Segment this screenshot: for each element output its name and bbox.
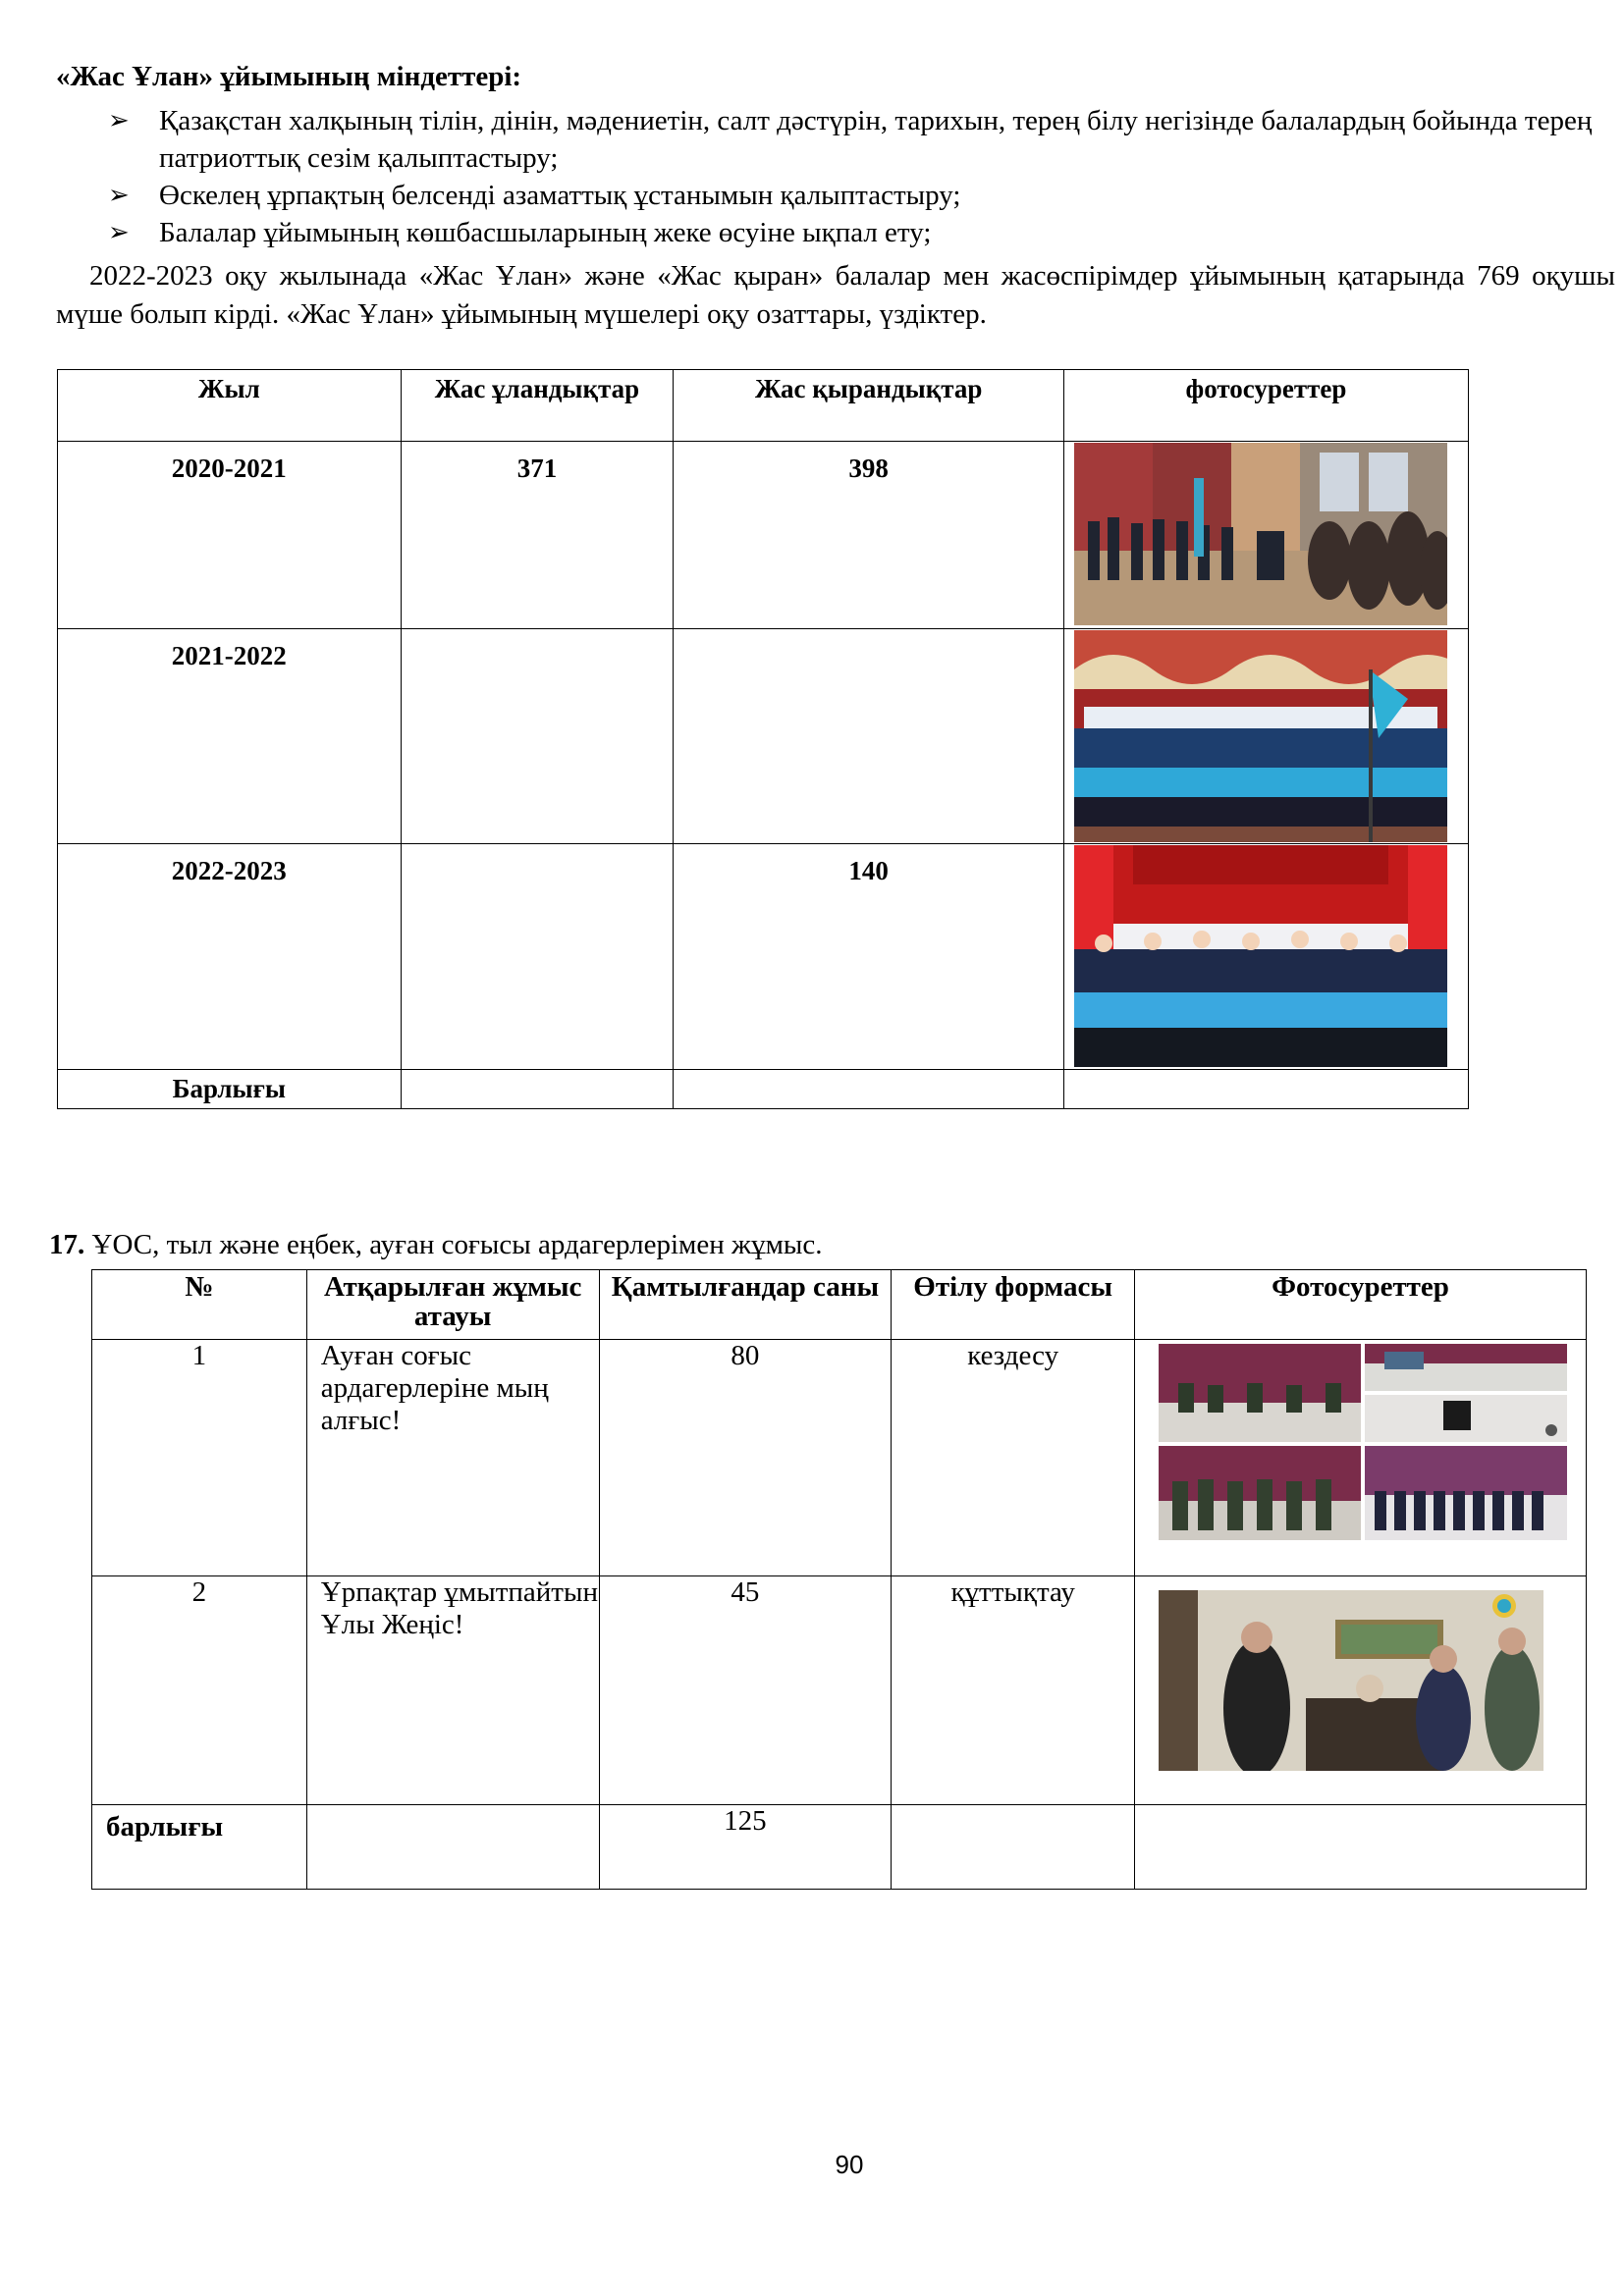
form-cell: кездесу: [892, 1340, 1135, 1576]
table-row: [58, 844, 1469, 1070]
column-header: фотосуреттер: [1063, 370, 1468, 442]
section-number: 17.: [49, 1229, 85, 1260]
table-row: [92, 1340, 1587, 1576]
table-header-row: [58, 370, 1469, 442]
work-name-cell: Ұрпақтар ұмытпайтын Ұлы Жеңіс!: [306, 1576, 599, 1805]
list-item: ➢ Балалар ұйымының көшбасшыларының жеке өсуіне ықпал ету;: [108, 214, 1620, 251]
meeting-photo-collage: [1159, 1344, 1567, 1540]
column-header: Қамтылғандар саны: [599, 1270, 892, 1340]
arrow-bullet-icon: ➢: [108, 106, 130, 134]
column-header: Жас қырандықтар: [674, 370, 1064, 442]
number-cell: 1: [92, 1340, 307, 1576]
qyran-cell: [674, 629, 1064, 844]
qyran-cell: 140: [674, 844, 1064, 1070]
year-cell: 2021-2022: [58, 629, 402, 844]
year-cell: 2022-2023: [58, 844, 402, 1070]
form-cell: [892, 1805, 1135, 1890]
tasks-list: [108, 102, 1620, 251]
photo-cell: [1063, 844, 1468, 1070]
column-header: Өтілу формасы: [892, 1270, 1135, 1340]
total-label-cell: барлығы: [92, 1805, 307, 1890]
veteran-greeting-photo: [1159, 1590, 1543, 1771]
table-row: [58, 442, 1469, 629]
table-row: [92, 1805, 1587, 1890]
count-cell: 125: [599, 1805, 892, 1890]
form-cell: құттықтау: [892, 1576, 1135, 1805]
membership-paragraph: 2022-2023 оқу жылынада «Жас Ұлан» және «Жас қыран» балалар мен жасөспірімдер ұйымының қатарында 769 оқушы мүше болып кірді. «Жас Ұлан» ұйымының мүшелері оқу озаттары, үздіктер.: [56, 260, 1615, 330]
ulan-cell: [401, 1070, 674, 1109]
column-header: Жыл: [58, 370, 402, 442]
arrow-bullet-icon: ➢: [108, 218, 130, 246]
photo-cell: [1135, 1805, 1587, 1890]
ceremony-photo: [1074, 630, 1447, 842]
column-header: Атқарылған жұмыс атауы: [306, 1270, 599, 1340]
work-name-cell: Ауған соғыс ардагерлеріне мың алғыс!: [306, 1340, 599, 1576]
photo-cell: [1063, 1070, 1468, 1109]
ulan-cell: 371: [401, 442, 674, 629]
work-name-cell: [306, 1805, 599, 1890]
qyran-cell: [674, 1070, 1064, 1109]
ulan-cell: [401, 844, 674, 1070]
arrow-bullet-icon: ➢: [108, 181, 130, 209]
column-header: №: [92, 1270, 307, 1340]
qyran-cell: 398: [674, 442, 1064, 629]
table-row: [92, 1576, 1587, 1805]
veterans-work-table: [91, 1269, 1587, 1890]
table-row: [58, 629, 1469, 844]
table-row: [58, 1070, 1469, 1109]
ceremony-photo: [1074, 443, 1447, 625]
year-cell: 2020-2021: [58, 442, 402, 629]
membership-table: [57, 369, 1469, 1109]
photo-cell: [1063, 442, 1468, 629]
list-item: ➢ Қазақстан халқының тілін, дінін, мәдениетін, салт дәстүрін, тарихын, терең білу негізінде балалардың бойында терең патриоттық сезім қалыптастыру;: [108, 102, 1620, 177]
column-header: Жас ұландықтар: [401, 370, 674, 442]
count-cell: 45: [599, 1576, 892, 1805]
photo-cell: [1135, 1340, 1587, 1576]
section-heading: «Жас Ұлан» ұйымының міндеттері:: [56, 61, 522, 92]
section-title: ҰОС, тыл және еңбек, ауған соғысы ардагерлерімен жұмыс.: [91, 1229, 823, 1260]
photo-cell: [1135, 1576, 1587, 1805]
total-label-cell: Барлығы: [58, 1070, 402, 1109]
ulan-cell: [401, 629, 674, 844]
page-number: 90: [835, 2150, 864, 2179]
column-header: Фотосуреттер: [1135, 1270, 1587, 1340]
photo-cell: [1063, 629, 1468, 844]
count-cell: 80: [599, 1340, 892, 1576]
ceremony-photo: [1074, 845, 1447, 1067]
section-17-title: [49, 1229, 823, 1261]
list-item: ➢ Өскелең ұрпақтың белсенді азаматтық ұстанымын қалыптастыру;: [108, 177, 1620, 214]
number-cell: 2: [92, 1576, 307, 1805]
table-header-row: [92, 1270, 1587, 1340]
